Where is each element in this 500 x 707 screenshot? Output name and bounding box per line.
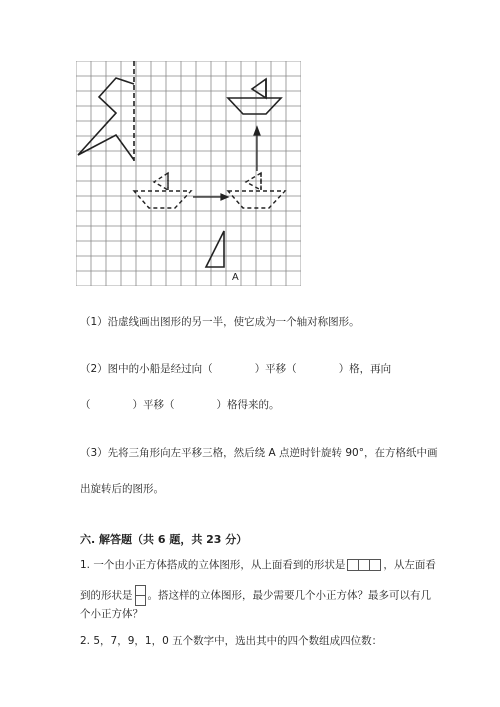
q2-part-6: ）格得来的。 [216, 399, 280, 411]
top-view-shape [347, 559, 381, 571]
grid-lines [76, 61, 301, 286]
problem-1-text-d: 。搭这样的立体图形，最少需要几个小正方体？最多可以有几 [147, 589, 431, 602]
problem-2-line-1: 2. 5，7，9，1，0 五个数字中，选出其中的四个数组成四位数： [80, 635, 383, 647]
grid-figure [76, 61, 301, 286]
question-2-line-2 [80, 398, 280, 412]
question-1: （1）沿虚线画出图形的另一半，使它成为一个轴对称图形。 [80, 316, 360, 328]
problem-1-line-1 [80, 558, 436, 572]
right-arrow [193, 194, 228, 200]
q2-part-5: ）平移（ [132, 399, 175, 411]
triangle-shape [206, 231, 224, 267]
q2-part-3: ）格，再向 [338, 363, 392, 375]
q2-part-1: （2）图中的小船是经过向（ [80, 363, 213, 375]
problem-1-text-a: 1. 一个由小正方体搭成的立体图形，从上面看到的形状是 [80, 559, 346, 571]
grid-svg [76, 61, 301, 286]
question-3-line-2: 出旋转后的图形。 [80, 483, 164, 495]
section-heading: 六. 解答题（共 6 题，共 23 分） [80, 533, 248, 546]
problem-1-line-2 [80, 585, 431, 606]
point-a-label: A [232, 272, 239, 283]
dashed-boat-left [134, 173, 191, 208]
dashed-boat-right [228, 173, 285, 208]
problem-1-text-b: ，从左面看 [383, 559, 436, 571]
q2-part-4: （ [80, 399, 91, 411]
q2-part-2: ）平移（ [254, 363, 297, 375]
question-2-line-1 [80, 362, 391, 376]
solid-boat [228, 79, 281, 114]
problem-1-line-3: 个小正方体？ [80, 608, 143, 620]
problem-1-text-c: 到的形状是 [80, 589, 133, 602]
up-arrow [254, 127, 260, 171]
left-view-shape [135, 585, 146, 606]
question-3-line-1: （3）先将三角形向左平移三格，然后绕 A 点逆时针旋转 90°，在方格纸中画 [80, 447, 438, 459]
